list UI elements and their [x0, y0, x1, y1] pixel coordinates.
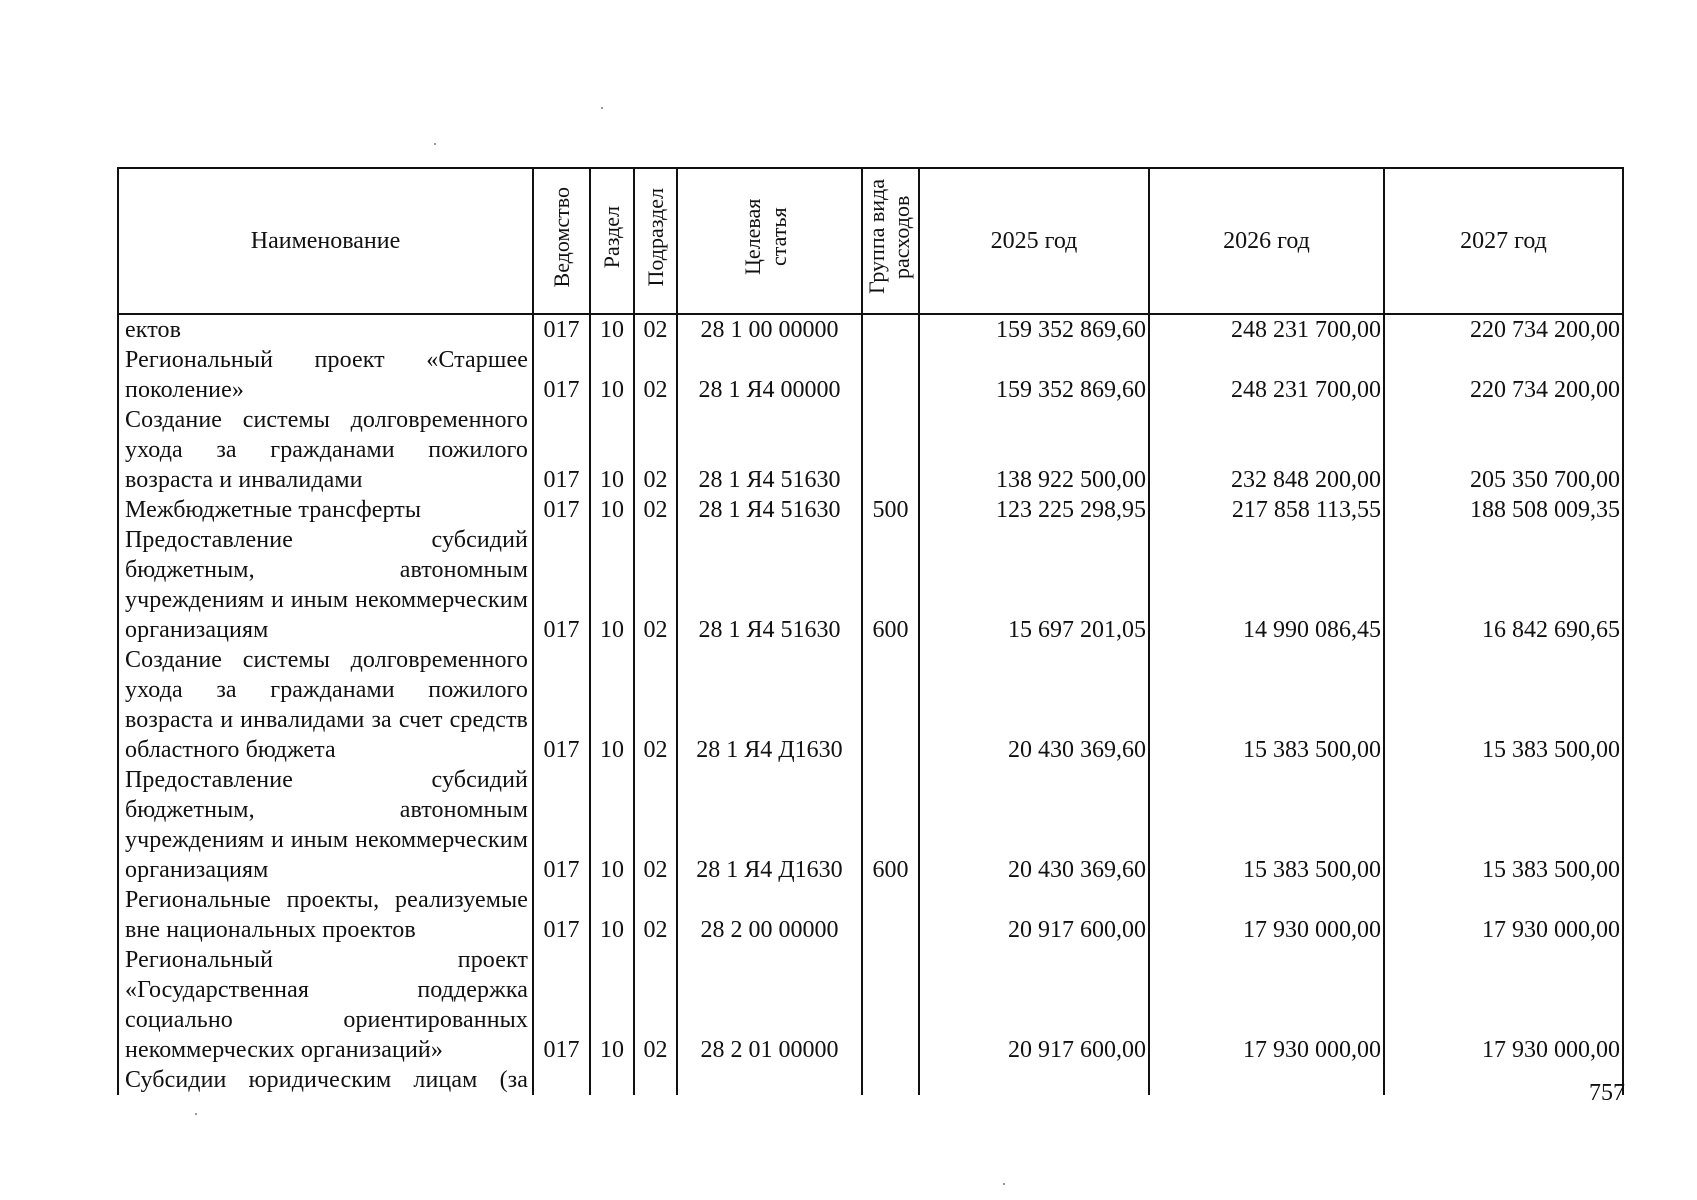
row-2027: 16 842 690,65	[1384, 525, 1623, 645]
header-razdel-label: Раздел	[599, 205, 624, 269]
row-2025: 123 225 298,95	[919, 495, 1149, 525]
row-gruppa	[862, 1065, 919, 1095]
table-row	[118, 945, 1623, 1065]
row-name: Региональный проект «Государственная поддержка социально ориентированных некоммерческих организаций»	[118, 945, 533, 1065]
header-podrazdel	[634, 168, 677, 314]
header-vedomstvo-label: Ведомство	[548, 186, 574, 288]
row-razdel: 10	[590, 765, 634, 885]
row-gruppa: 500	[862, 495, 919, 525]
row-tselevaya: 28 1 Я4 51630	[677, 525, 862, 645]
row-name: Региональные проекты, реализуемые вне национальных проектов	[118, 885, 533, 945]
scan-speck	[195, 1113, 197, 1115]
scan-speck	[434, 143, 436, 145]
row-2027: 15 383 500,00	[1384, 765, 1623, 885]
table-row	[118, 765, 1623, 885]
table-row	[118, 885, 1623, 945]
row-razdel: 10	[590, 345, 634, 405]
row-tselevaya: 28 1 Я4 Д1630	[677, 765, 862, 885]
row-podrazdel: 02	[634, 345, 677, 405]
page-number: 757	[1589, 1080, 1625, 1106]
header-gruppa	[862, 168, 919, 314]
row-podrazdel	[634, 1065, 677, 1095]
table-row	[118, 1065, 1623, 1095]
row-2026: 14 990 086,45	[1149, 525, 1384, 645]
row-2026: 217 858 113,55	[1149, 495, 1384, 525]
row-2025: 20 917 600,00	[919, 885, 1149, 945]
row-2026: 15 383 500,00	[1149, 765, 1384, 885]
row-2027: 220 734 200,00	[1384, 345, 1623, 405]
budget-table	[117, 167, 1624, 1095]
header-gruppa-label: Группа вида расходов	[863, 179, 914, 295]
row-2025	[919, 1065, 1149, 1095]
header-row	[118, 168, 1623, 314]
header-tselevaya	[677, 168, 862, 314]
row-2025: 20 430 369,60	[919, 765, 1149, 885]
row-tselevaya: 28 1 Я4 51630	[677, 495, 862, 525]
row-2025: 159 352 869,60	[919, 314, 1149, 345]
row-razdel: 10	[590, 525, 634, 645]
row-razdel: 10	[590, 314, 634, 345]
row-2025: 138 922 500,00	[919, 405, 1149, 495]
row-razdel: 10	[590, 495, 634, 525]
row-podrazdel: 02	[634, 525, 677, 645]
row-gruppa	[862, 945, 919, 1065]
row-podrazdel: 02	[634, 885, 677, 945]
row-razdel: 10	[590, 405, 634, 495]
header-name: Наименование	[118, 168, 533, 314]
row-2026: 248 231 700,00	[1149, 314, 1384, 345]
row-razdel	[590, 1065, 634, 1095]
row-2027: 15 383 500,00	[1384, 645, 1623, 765]
row-gruppa	[862, 885, 919, 945]
row-vedomstvo: 017	[533, 525, 590, 645]
row-2027: 17 930 000,00	[1384, 885, 1623, 945]
row-podrazdel: 02	[634, 945, 677, 1065]
row-tselevaya: 28 1 Я4 Д1630	[677, 645, 862, 765]
row-vedomstvo: 017	[533, 945, 590, 1065]
header-2025: 2025 год	[919, 168, 1149, 314]
row-2027: 220 734 200,00	[1384, 314, 1623, 345]
row-2027: 17 930 000,00	[1384, 945, 1623, 1065]
row-podrazdel: 02	[634, 314, 677, 345]
row-2025: 20 430 369,60	[919, 645, 1149, 765]
row-razdel: 10	[590, 945, 634, 1065]
row-name: Предоставление субсидий бюджетным, автономным учреждениям и иным некоммерческим организациям	[118, 525, 533, 645]
row-2025: 15 697 201,05	[919, 525, 1149, 645]
row-tselevaya: 28 2 00 00000	[677, 885, 862, 945]
scan-speck	[1003, 1183, 1005, 1185]
table-row	[118, 645, 1623, 765]
row-podrazdel: 02	[634, 405, 677, 495]
row-2026: 248 231 700,00	[1149, 345, 1384, 405]
table-row	[118, 405, 1623, 495]
row-gruppa	[862, 405, 919, 495]
scan-speck	[601, 107, 603, 109]
row-vedomstvo: 017	[533, 495, 590, 525]
table-body	[118, 314, 1623, 1095]
row-name: Создание системы долговременного ухода за гражданами пожилого возраста и инвалидами за счет средств областного бюджета	[118, 645, 533, 765]
row-vedomstvo: 017	[533, 885, 590, 945]
row-name: Предоставление субсидий бюджетным, автономным учреждениям и иным некоммерческим организациям	[118, 765, 533, 885]
table-row	[118, 495, 1623, 525]
row-vedomstvo	[533, 1065, 590, 1095]
row-tselevaya: 28 1 Я4 00000	[677, 345, 862, 405]
header-vedomstvo	[533, 168, 590, 314]
row-podrazdel: 02	[634, 765, 677, 885]
row-name: Межбюджетные трансферты	[118, 495, 533, 525]
row-podrazdel: 02	[634, 645, 677, 765]
row-2026: 15 383 500,00	[1149, 645, 1384, 765]
table-row	[118, 525, 1623, 645]
row-tselevaya: 28 2 01 00000	[677, 945, 862, 1065]
row-tselevaya: 28 1 Я4 51630	[677, 405, 862, 495]
header-razdel	[590, 168, 634, 314]
row-tselevaya: 28 1 00 00000	[677, 314, 862, 345]
row-gruppa	[862, 345, 919, 405]
row-name: ектов	[118, 314, 533, 345]
row-name: Субсидии юридическим лицам (за	[118, 1065, 533, 1095]
table-row	[118, 345, 1623, 405]
header-2027: 2027 год	[1384, 168, 1623, 314]
row-gruppa	[862, 645, 919, 765]
row-2027: 205 350 700,00	[1384, 405, 1623, 495]
row-podrazdel: 02	[634, 495, 677, 525]
row-razdel: 10	[590, 885, 634, 945]
row-name: Региональный проект «Старшее поколение»	[118, 345, 533, 405]
row-gruppa	[862, 314, 919, 345]
row-2027: 188 508 009,35	[1384, 495, 1623, 525]
row-name: Создание системы долговременного ухода за гражданами пожилого возраста и инвалидами	[118, 405, 533, 495]
row-2025: 159 352 869,60	[919, 345, 1149, 405]
row-2026: 17 930 000,00	[1149, 945, 1384, 1065]
row-vedomstvo: 017	[533, 765, 590, 885]
row-2025: 20 917 600,00	[919, 945, 1149, 1065]
table-header	[118, 168, 1623, 314]
row-vedomstvo: 017	[533, 405, 590, 495]
row-vedomstvo: 017	[533, 345, 590, 405]
row-tselevaya	[677, 1065, 862, 1095]
row-gruppa: 600	[862, 525, 919, 645]
row-razdel: 10	[590, 645, 634, 765]
row-vedomstvo: 017	[533, 645, 590, 765]
header-podrazdel-label: Подраздел	[642, 187, 668, 287]
row-2026: 17 930 000,00	[1149, 885, 1384, 945]
row-vedomstvo: 017	[533, 314, 590, 345]
row-2026	[1149, 1065, 1384, 1095]
table-row	[118, 314, 1623, 345]
header-2026: 2026 год	[1149, 168, 1384, 314]
row-gruppa: 600	[862, 765, 919, 885]
row-2026: 232 848 200,00	[1149, 405, 1384, 495]
header-tselevaya-label: Целевая статья	[739, 198, 791, 276]
